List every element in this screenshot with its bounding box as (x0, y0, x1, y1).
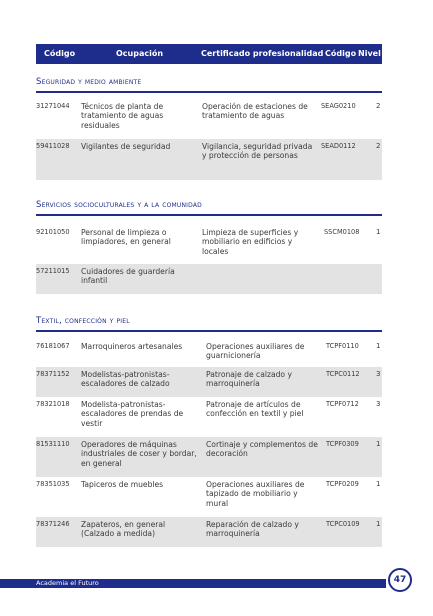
footer-brand: Academia el Futuro (36, 579, 99, 587)
cell-occupation: Modelistas-patronistas-escaladores de calzado (81, 370, 170, 389)
cell-occupation: Operadores de máquinas industriales de coser y bordar, en general (81, 440, 197, 468)
table-row (36, 477, 382, 517)
cell-certificate: Operación de estaciones de tratamiento de aguas (202, 102, 308, 121)
cell-level: 1 (376, 480, 381, 488)
cell-occupation: Marroquineros artesanales (81, 342, 183, 351)
cell-certificate: Patronaje de artículos de confección en textil y piel (206, 400, 304, 419)
cell-level: 1 (376, 342, 381, 350)
cell-code: 78351035 (36, 480, 70, 488)
table-row (36, 339, 382, 367)
cell-level: 2 (376, 102, 381, 110)
cell-occupation: Personal de limpieza o limpiadores, en general (81, 228, 171, 247)
cell-certificate: Vigilancia, seguridad privada y protección de personas (202, 142, 313, 161)
cell-cert-code: TCPC0109 (326, 520, 360, 528)
cell-cert-code: TCPF0712 (326, 400, 359, 408)
table-row (36, 99, 382, 139)
header-codigo: Código (44, 49, 76, 58)
section-divider (36, 91, 382, 93)
cell-occupation: Modelista-patronistas-escaladores de prendas de vestir (81, 400, 184, 428)
table-header (36, 44, 382, 64)
section-rows-servicios (36, 225, 382, 294)
cell-cert-code: SEAG0210 (321, 102, 356, 110)
section-title-textil: Textil, confección y piel (36, 316, 130, 326)
section-title-seguridad: Seguridad y medio ambiente (36, 77, 142, 87)
table-row (36, 397, 382, 437)
cell-occupation: Tapiceros de muebles (81, 480, 164, 489)
table-row (36, 367, 382, 397)
header-ocupacion: Ocupación (116, 49, 164, 58)
cell-cert-code: TCPC0112 (326, 370, 360, 378)
cell-level: 1 (376, 520, 381, 528)
cell-certificate: Operaciones auxiliares de tapizado de mobiliario y mural (206, 480, 305, 508)
cell-certificate: Patronaje de calzado y marroquinería (206, 370, 292, 389)
cell-code: 59411028 (36, 142, 70, 150)
section-rows-seguridad (36, 99, 382, 180)
cell-code: 57211015 (36, 267, 70, 275)
header-codigo-cert: Código (325, 49, 357, 58)
cell-certificate: Cortinaje y complementos de decoración (206, 440, 318, 459)
table-row (36, 225, 382, 264)
cell-code: 81531110 (36, 440, 70, 448)
cell-certificate: Operaciones auxiliares de guarnicionería (206, 342, 305, 361)
table-row (36, 517, 382, 547)
table-row (36, 139, 382, 180)
section-divider (36, 330, 382, 332)
cell-cert-code: TCPF0209 (326, 480, 359, 488)
cell-level: 1 (376, 440, 381, 448)
cell-cert-code: SSCM0108 (324, 228, 360, 236)
cell-occupation: Vigilantes de seguridad (81, 142, 171, 151)
cell-code: 92101050 (36, 228, 70, 236)
table-row (36, 437, 382, 477)
cell-level: 3 (376, 370, 381, 378)
cell-certificate: Limpieza de superficies y mobiliario en edificios y locales (202, 228, 299, 256)
cell-level: 2 (376, 142, 381, 150)
cell-code: 78371152 (36, 370, 70, 378)
cell-cert-code: TCPF0309 (326, 440, 359, 448)
header-certificado: Certificado profesionalidad (201, 49, 324, 58)
cell-occupation: Cuidadores de guardería infantil (81, 267, 175, 286)
cell-level: 3 (376, 400, 381, 408)
section-title-servicios: Servicios socioculturales y a la comunidad (36, 200, 202, 210)
cell-level: 1 (376, 228, 381, 236)
cell-occupation: Técnicos de planta de tratamiento de aguas residuales (81, 102, 164, 130)
cell-code: 31271044 (36, 102, 70, 110)
cell-cert-code: SEAD0112 (321, 142, 356, 150)
cell-code: 76181067 (36, 342, 70, 350)
cell-certificate: Reparación de calzado y marroquinería (206, 520, 299, 539)
cell-occupation: Zapateros, en general (Calzado a medida) (81, 520, 166, 539)
section-divider (36, 214, 382, 216)
section-rows-textil (36, 339, 382, 547)
header-nivel: Nivel (358, 49, 381, 58)
cell-cert-code: TCPF0110 (326, 342, 359, 350)
cell-code: 78321018 (36, 400, 70, 408)
page-number: 47 (388, 568, 412, 592)
cell-code: 78371246 (36, 520, 70, 528)
table-row (36, 264, 382, 294)
